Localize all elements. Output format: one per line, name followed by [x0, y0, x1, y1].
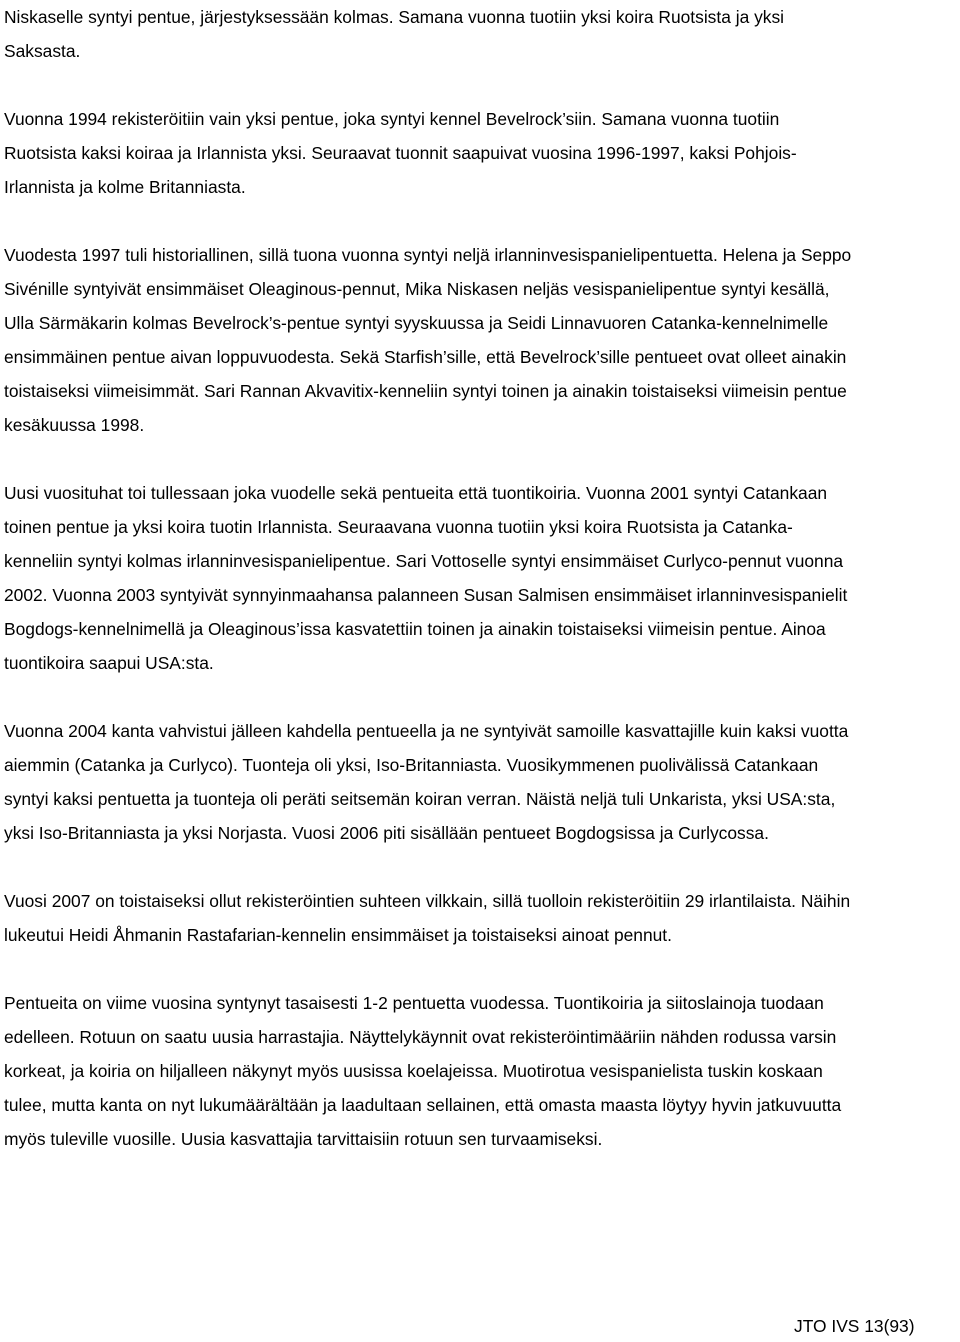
text-line: Irlannista ja kolme Britanniasta.: [4, 177, 246, 197]
text-line: tuontikoira saapui USA:sta.: [4, 653, 214, 673]
paragraph: [4, 238, 960, 442]
text-line: ensimmäinen pentue aivan loppuvuodesta. Sekä Starfish’sille, että Bevelrock’sille pentueet ovat olleet ainakin: [4, 347, 847, 367]
text-line: tulee, mutta kanta on nyt lukumäärältään ja laadultaan sellainen, että omasta maasta löytyy hyvin jatkuvuutta: [4, 1095, 842, 1115]
paragraph: [4, 986, 960, 1156]
text-line: Niskaselle syntyi pentue, järjestyksessään kolmas. Samana vuonna tuotiin yksi koira Ruotsista ja yksi: [4, 7, 785, 27]
text-line: aiemmin (Catanka ja Curlyco). Tuonteja oli yksi, Iso-Britanniasta. Vuosikymmenen puolivälissä Catankaan: [4, 755, 819, 775]
text-line: edelleen. Rotuun on saatu uusia harrastajia. Näyttelykäynnit ovat rekisteröintimääriin nähden rodussa varsin: [4, 1027, 837, 1047]
text-line: lukeutui Heidi Åhmanin Rastafarian-kennelin ensimmäiset ja toistaiseksi ainoat pennut.: [4, 925, 672, 945]
text-line: korkeat, ja koiria on hiljalleen näkynyt myös uusissa koelajeissa. Muotirotua vesispanielista tuskin koskaan: [4, 1061, 823, 1081]
document-body: [4, 0, 960, 1190]
text-line: Vuonna 2004 kanta vahvistui jälleen kahdella pentueella ja ne syntyivät samoille kasvattajille kuin kaksi vuotta: [4, 721, 849, 741]
text-line: myös tuleville vuosille. Uusia kasvattajia tarvittaisiin rotuun sen turvaamiseksi.: [4, 1129, 603, 1149]
text-line: Pentueita on viime vuosina syntynyt tasaisesti 1-2 pentuetta vuodessa. Tuontikoiria ja siitoslainoja tuodaan: [4, 993, 824, 1013]
paragraph: [4, 476, 960, 680]
text-line: toistaiseksi viimeisimmät. Sari Rannan Akvavitix-kenneliin syntyi toinen ja ainakin toistaiseksi viimeisin pentue: [4, 381, 847, 401]
text-line: 2002. Vuonna 2003 syntyivät synnyinmaahansa palanneen Susan Salmisen ensimmäiset irlanninvesispanielit: [4, 585, 848, 605]
text-line: Saksasta.: [4, 41, 81, 61]
paragraph: [4, 884, 960, 952]
text-line: kenneliin syntyi kolmas irlanninvesispanielipentue. Sari Vottoselle syntyi ensimmäiset Curlyco-pennut vuonna: [4, 551, 844, 571]
text-line: kesäkuussa 1998.: [4, 415, 145, 435]
paragraph: [4, 102, 960, 204]
paragraph: [4, 714, 960, 850]
text-line: toinen pentue ja yksi koira tuotin Irlannista. Seuraavana vuonna tuotiin yksi koira Ruotsista ja Catanka-: [4, 517, 793, 537]
text-line: Vuonna 1994 rekisteröitiin vain yksi pentue, joka syntyi kennel Bevelrock’siin. Samana vuonna tuotiin: [4, 109, 780, 129]
text-line: Bogdogs-kennelnimellä ja Oleaginous’issa kasvatettiin toinen ja ainakin toistaiseksi viimeisin pentue. Ainoa: [4, 619, 826, 639]
text-line: Vuodesta 1997 tuli historiallinen, sillä tuona vuonna syntyi neljä irlanninvesispanielipentuetta. Helena ja Seppo: [4, 245, 852, 265]
text-line: Uusi vuosituhat toi tullessaan joka vuodelle sekä pentueita että tuontikoiria. Vuonna 2001 syntyi Catankaan: [4, 483, 828, 503]
text-line: Vuosi 2007 on toistaiseksi ollut rekisteröintien suhteen vilkkain, sillä tuolloin rekisteröitiin 29 irlantilaista. Näihin: [4, 891, 851, 911]
text-line: Ulla Särmäkarin kolmas Bevelrock’s-pentue syntyi syyskuussa ja Seidi Linnavuoren Catanka-kennelnimelle: [4, 313, 829, 333]
text-line: Ruotsista kaksi koiraa ja Irlannista yksi. Seuraavat tuonnit saapuivat vuosina 1996-1997, kaksi Pohjois-: [4, 143, 797, 163]
text-line: yksi Iso-Britanniasta ja yksi Norjasta. Vuosi 2006 piti sisällään pentueet Bogdogsissa ja Curlycossa.: [4, 823, 769, 843]
page-footer: JTO IVS 13(93): [794, 1316, 915, 1336]
text-line: syntyi kaksi pentuetta ja tuonteja oli peräti seitsemän koiran verran. Näistä neljä tuli Unkarista, yksi USA:sta,: [4, 789, 836, 809]
paragraph: [4, 0, 960, 68]
text-line: Sivénille syntyivät ensimmäiset Oleaginous-pennut, Mika Niskasen neljäs vesispanielipentue syntyi kesällä,: [4, 279, 830, 299]
